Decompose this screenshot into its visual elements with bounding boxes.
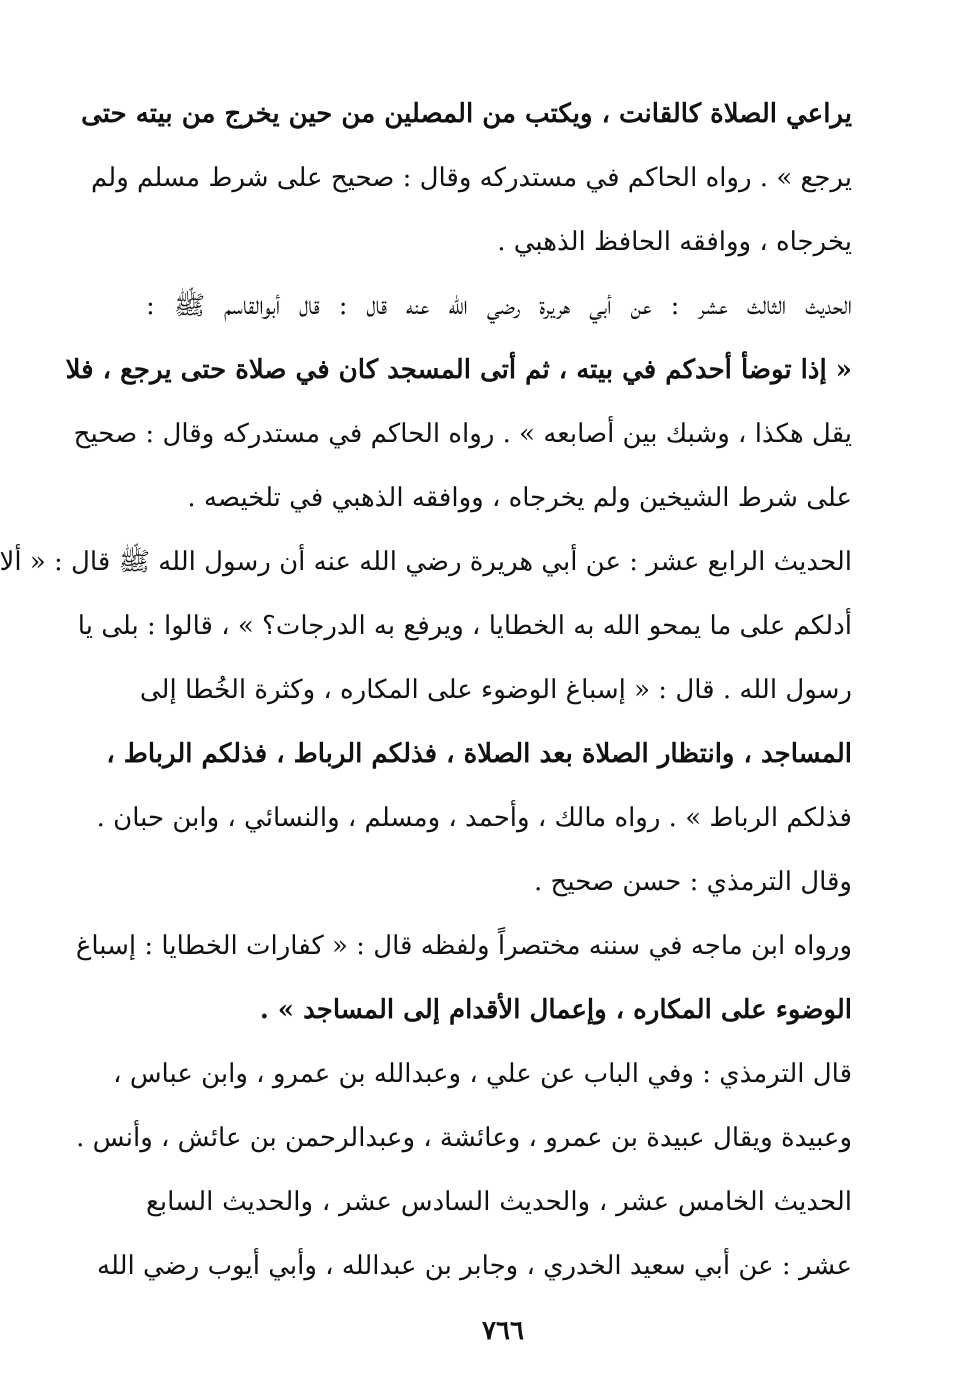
text-line-8: الحديث الرابع عشر : عن أبي هريرة رضي الله عنه أن رسول الله ﷺ قال : « ألا	[0, 547, 852, 577]
text-line-3: يخرجاه ، ووافقه الحافظ الذهبي .	[497, 227, 852, 257]
text-line-7: على شرط الشيخين ولم يخرجاه ، ووافقه الذهبي في تلخيصه .	[187, 483, 852, 513]
text-line-19: عشر : عن أبي سعيد الخدري ، وجابر بن عبدالله ، وأبي أيوب رضي الله	[97, 1251, 852, 1281]
text-line-4: الحديث الثالث عشر : عن أبي هريرة رضي الله عنه قال : قال أبوالقاسم ﷺ :	[146, 291, 852, 321]
text-line-16: قال الترمذي : وفي الباب عن علي ، وعبدالله بن عمرو ، وابن عباس ،	[113, 1059, 852, 1089]
text-line-12: فذلكم الرباط » . رواه مالك ، وأحمد ، ومسلم ، والنسائي ، وابن حبان .	[96, 803, 852, 833]
text-line-2: يرجع » . رواه الحاكم في مستدركه وقال : صحيح على شرط مسلم ولم	[90, 163, 852, 193]
page-number-footer	[36, 1316, 974, 1346]
page-body-text	[0, 82, 852, 1298]
text-line-5: « إذا توضأ أحدكم في بيته ، ثم أتى المسجد كان في صلاة حتى يرجع ، فلا	[65, 355, 852, 385]
text-line-1: يراعي الصلاة كالقانت ، ويكتب من المصلين من حين يخرج من بيته حتى	[81, 99, 852, 129]
text-line-10: رسول الله . قال : « إسباغ الوضوء على المكاره ، وكثرة الخُطا إلى	[139, 675, 852, 705]
text-line-18: الحديث الخامس عشر ، والحديث السادس عشر ، والحديث السابع	[146, 1187, 852, 1217]
text-line-14: ورواه ابن ماجه في سننه مختصراً ولفظه قال : « كفارات الخطايا : إسباغ	[75, 931, 852, 961]
text-line-9: أدلكم على ما يمحو الله به الخطايا ، ويرفع به الدرجات؟ » ، قالوا : بلى يا	[77, 611, 852, 641]
text-line-15: الوضوء على المكاره ، وإعمال الأقدام إلى المساجد » .	[259, 995, 852, 1025]
text-line-13: وقال الترمذي : حسن صحيح .	[534, 867, 852, 897]
text-line-11: المساجد ، وانتظار الصلاة بعد الصلاة ، فذلكم الرباط ، فذلكم الرباط ،	[106, 739, 852, 769]
text-line-17: وعبيدة ويقال عبيدة بن عمرو ، وعائشة ، وعبدالرحمن بن عائش ، وأنس .	[76, 1123, 852, 1153]
text-line-6: يقل هكذا ، وشبك بين أصابعه » . رواه الحاكم في مستدركه وقال : صحيح	[73, 419, 852, 449]
page-number: ٧٦٦	[482, 1316, 524, 1346]
